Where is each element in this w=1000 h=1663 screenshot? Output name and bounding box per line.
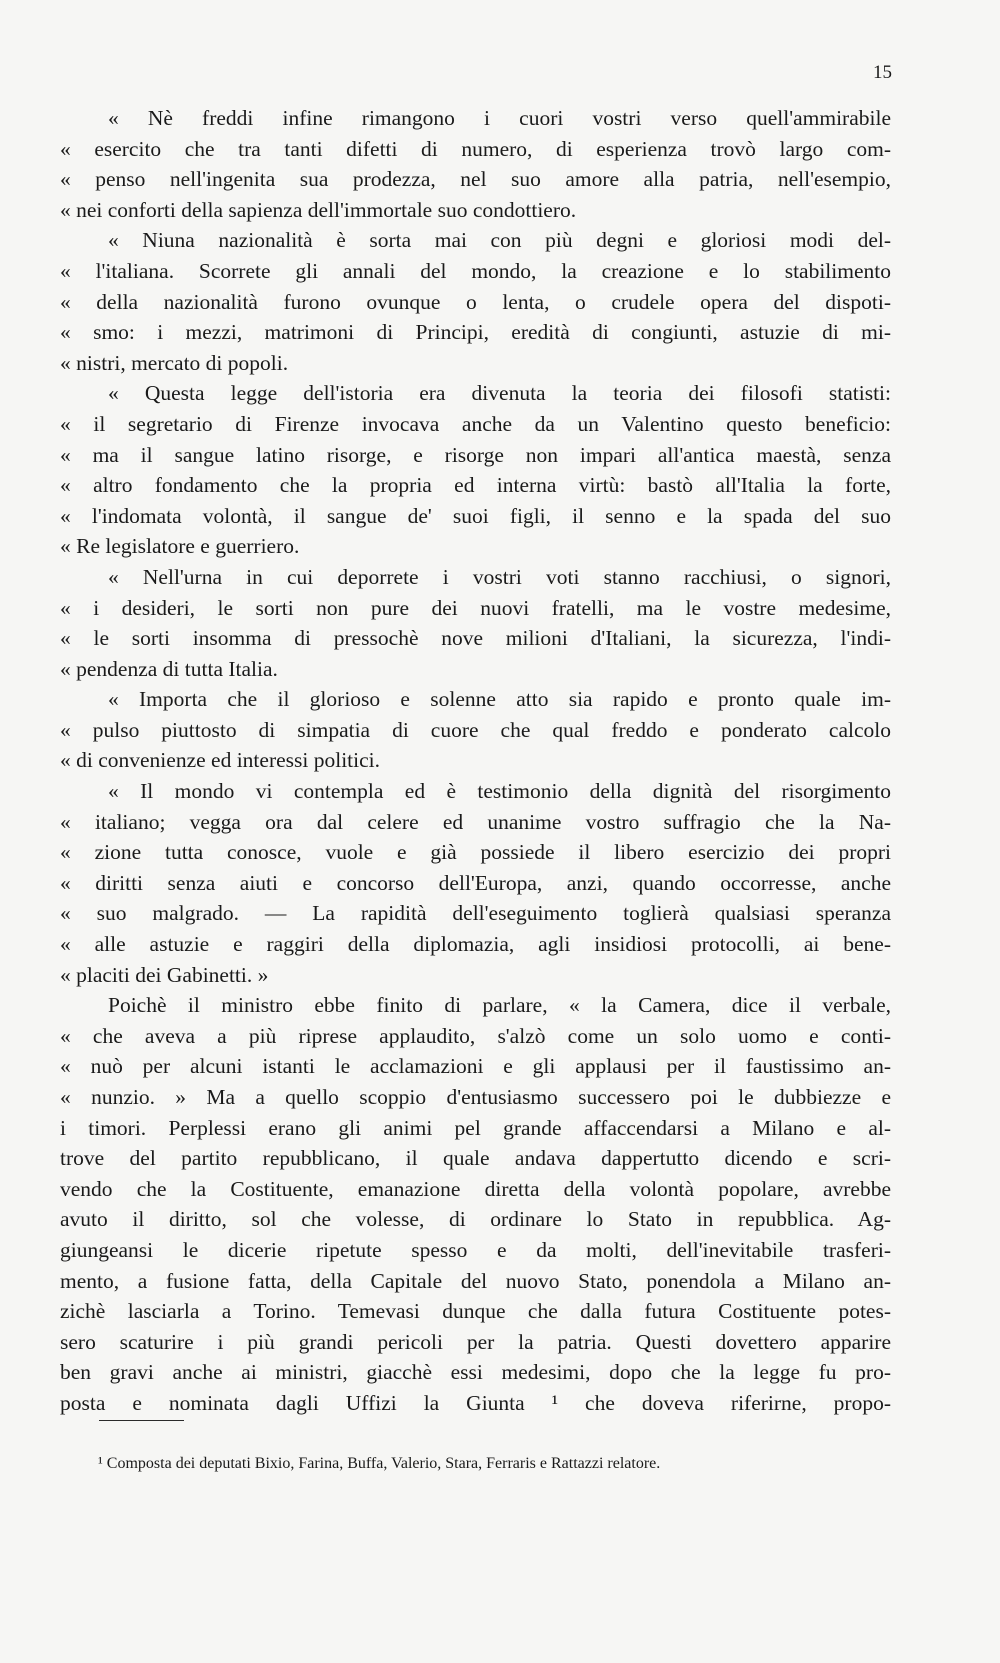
text-line: « pulso piuttosto di simpatia di cuore che qual freddo e ponderato calcolo: [60, 717, 891, 742]
text-line: « il segretario di Firenze invocava anche da un Valentino questo beneficio:: [60, 411, 891, 436]
text-line: « che aveva a più riprese applaudito, s'alzò come un solo uomo e conti-: [60, 1023, 891, 1048]
text-line: « suo malgrado. — La rapidità dell'eseguimento toglierà qualsiasi speranza: [60, 901, 891, 926]
text-line: vendo che la Costituente, emanazione diretta della volontà popolare, avrebbe: [60, 1176, 891, 1201]
text-line: « pendenza di tutta Italia.: [60, 656, 278, 681]
text-line: « le sorti insomma di pressochè nove milioni d'Italiani, la sicurezza, l'indi-: [60, 626, 891, 651]
text-line: « di convenienze ed interessi politici.: [60, 748, 381, 773]
text-line: « nistri, mercato di popoli.: [60, 350, 289, 375]
text-line: sero scaturire i più grandi pericoli per la patria. Questi dovettero apparire: [60, 1329, 891, 1354]
text-line: i timori. Perplessi erano gli animi pel grande affaccendarsi a Milano e al-: [60, 1115, 891, 1140]
text-line: ben gravi anche ai ministri, giacchè essi medesimi, dopo che la legge fu pro-: [60, 1360, 891, 1385]
text-line: « smo: i mezzi, matrimoni di Principi, eredità di congiunti, astuzie di mi-: [60, 320, 891, 345]
text-line: « Importa che il glorioso e solenne atto sia rapido e pronto quale im-: [108, 687, 891, 712]
text-line: « alle astuzie e raggiri della diplomazia, agli insidiosi protocolli, ai bene-: [60, 932, 891, 957]
page-number: 15: [873, 62, 892, 83]
text-line: « nunzio. » Ma a quello scoppio d'entusiasmo successero poi le dubbiezze e: [60, 1085, 891, 1109]
text-line: « Niuna nazionalità è sorta mai con più degni e gloriosi modi del-: [108, 228, 891, 253]
text-line: « nuò per alcuni istanti le acclamazioni e gli applausi per il faustissimo an-: [60, 1054, 891, 1079]
text-line: Poichè il ministro ebbe finito di parlare, « la Camera, dice il verbale,: [108, 993, 891, 1018]
text-line: « ma il sangue latino risorge, e risorge non impari all'antica maestà, senza: [60, 442, 891, 467]
text-line: « Nè freddi infine rimangono i cuori vostri verso quell'ammirabile: [108, 106, 891, 130]
text-line: « i desideri, le sorti non pure dei nuovi fratelli, ma le vostre medesime,: [60, 595, 891, 620]
text-line: « l'italiana. Scorrete gli annali del mondo, la creazione e lo stabilimento: [60, 258, 891, 283]
text-line: trove del partito repubblicano, il quale andava dappertutto dicendo e scri-: [60, 1146, 891, 1171]
text-line: « nei conforti della sapienza dell'immortale suo condottiero.: [60, 197, 577, 222]
footnote-separator: [99, 1420, 184, 1421]
text-line: « esercito che tra tanti difetti di numero, di esperienza trovò largo com-: [60, 136, 891, 161]
text-line: « della nazionalità furono ovunque o lenta, o crudele opera del dispoti-: [60, 289, 891, 314]
body-text: [60, 103, 891, 1419]
text-line: « italiano; vegga ora dal celere ed unanime vostro suffragio che la Na-: [60, 809, 891, 834]
text-line: « Questa legge dell'istoria era divenuta la teoria dei filosofi statisti:: [108, 381, 891, 406]
text-line: « diritti senza aiuti e concorso dell'Europa, anzi, quando occorresse, anche: [60, 870, 891, 895]
text-line: « Nell'urna in cui deporrete i vostri voti stanno racchiusi, o signori,: [108, 564, 891, 589]
text-line: « zione tutta conosce, vuole e già possiede il libero esercizio dei propri: [60, 840, 891, 865]
footnote: ¹ Composta dei deputati Bixio, Farina, Buffa, Valerio, Stara, Ferraris e Rattazzi relatore.: [98, 1455, 661, 1472]
text-line: « altro fondamento che la propria ed interna virtù: bastò all'Italia la forte,: [60, 473, 891, 498]
text-line: giungeansi le dicerie ripetute spesso e da molti, dell'inevitabile trasferi-: [60, 1237, 891, 1262]
text-line: avuto il diritto, sol che volesse, di ordinare lo Stato in repubblica. Ag-: [60, 1207, 891, 1232]
text-line: « l'indomata volontà, il sangue de' suoi figli, il senno e la spada del suo: [60, 503, 891, 528]
text-line: « penso nell'ingenita sua prodezza, nel suo amore alla patria, nell'esempio,: [60, 167, 891, 192]
text-line: posta e nominata dagli Uffizi la Giunta ¹ che doveva riferirne, propo-: [60, 1390, 891, 1415]
text-line: « placiti dei Gabinetti. »: [60, 962, 269, 987]
text-line: mento, a fusione fatta, della Capitale del nuovo Stato, ponendola a Milano an-: [60, 1268, 891, 1293]
text-line: « Il mondo vi contempla ed è testimonio della dignità del risorgimento: [108, 779, 891, 804]
text-line: zichè lasciarla a Torino. Temevasi dunque che dalla futura Costituente potes-: [60, 1299, 891, 1324]
text-line: « Re legislatore e guerriero.: [60, 534, 300, 559]
